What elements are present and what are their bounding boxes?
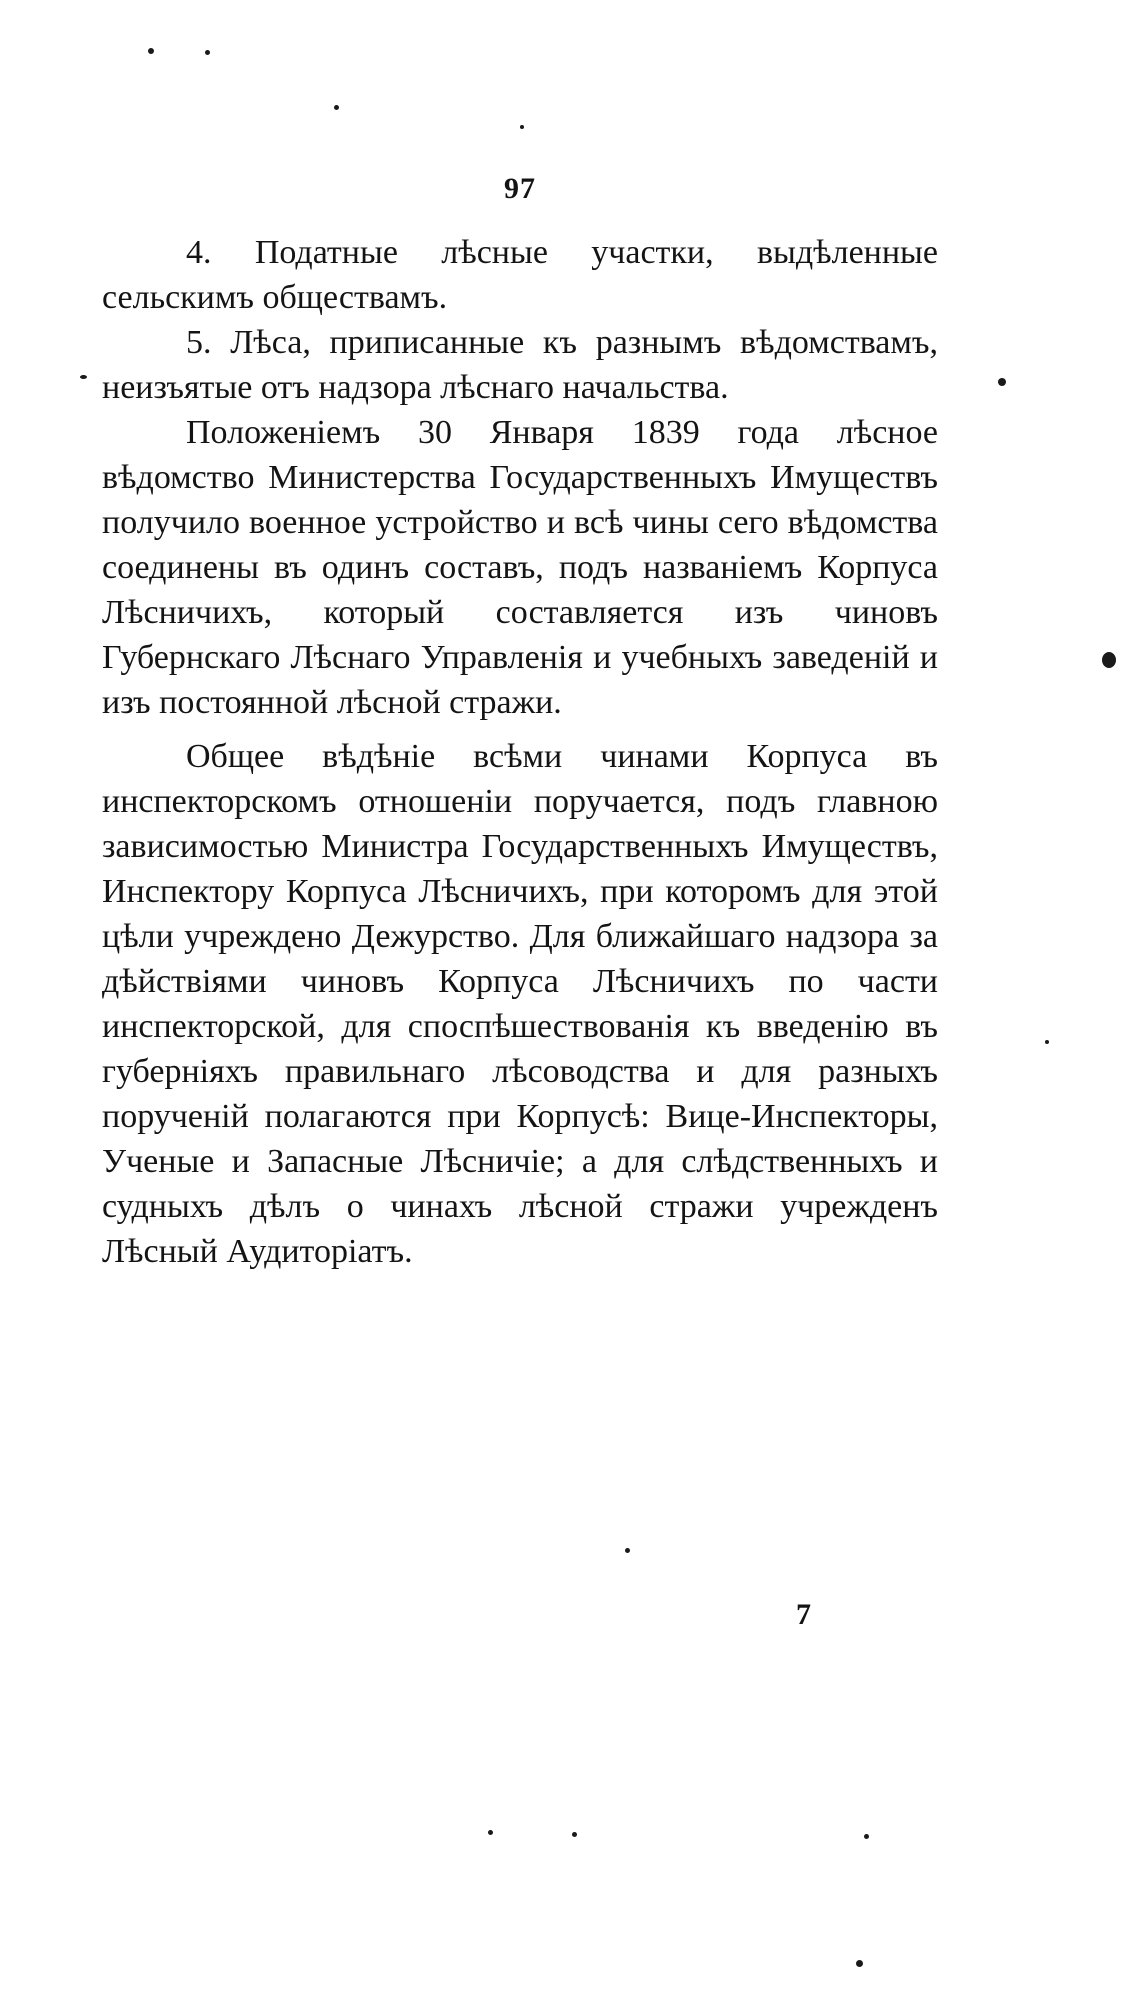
scan-speck	[205, 50, 210, 55]
scan-speck	[1045, 1040, 1049, 1044]
scan-speck	[148, 48, 154, 54]
paragraph-inspection: Общее вѣдѣніе всѣми чинами Корпуса въ инспекторскомъ отношеніи поручается, подъ главною зависимостью Министра Государственныхъ Имуществъ, Инспектору Корпуса Лѣсничихъ, при которомъ для этой цѣли учреждено Дежурство. Для ближайшаго надзора за дѣйствіями чиновъ Корпуса Лѣсничихъ по части инспекторской, для споспѣшествованія къ введенію въ губерніяхъ правильнаго лѣсоводства и для разныхъ порученій полагаются при Корпусѣ: Вице-Инспекторы, Ученые и Запасные Лѣсничіе; а для слѣдственныхъ и судныхъ дѣлъ о чинахъ лѣсной стражи учрежденъ Лѣсный Аудиторіатъ.	[102, 738, 938, 1270]
printer-signature-mark: 7	[796, 1598, 811, 1631]
scan-speck	[334, 105, 339, 110]
paragraph-item-4: 4. Податные лѣсные участки, выдѣленные сельскимъ обществамъ.	[102, 234, 938, 316]
scan-speck	[1102, 652, 1116, 668]
scan-speck	[488, 1830, 493, 1835]
scan-speck	[80, 375, 87, 379]
scan-speck	[856, 1960, 863, 1967]
scan-speck	[520, 125, 524, 129]
page-number: 97	[504, 172, 536, 205]
body-text	[102, 230, 938, 1274]
paragraph-item-5: 5. Лѣса, приписанные къ разнымъ вѣдомствамъ, неизъятые отъ надзора лѣснаго начальства.	[102, 324, 938, 406]
scan-speck	[572, 1832, 577, 1837]
scan-speck	[864, 1834, 869, 1839]
scan-speck	[998, 378, 1006, 386]
scan-speck	[625, 1548, 630, 1553]
paragraph-forest-corps: Положеніемъ 30 Января 1839 года лѣсное вѣдомство Министерства Государственныхъ Имуществъ получило военное устройство и всѣ чины сего вѣдомства соединены въ одинъ составъ, подъ названіемъ Корпуса Лѣсничихъ, который составляется изъ чиновъ Губернскаго Лѣснаго Управленія и учебныхъ заведеній и изъ постоянной лѣсной стражи.	[102, 414, 938, 721]
